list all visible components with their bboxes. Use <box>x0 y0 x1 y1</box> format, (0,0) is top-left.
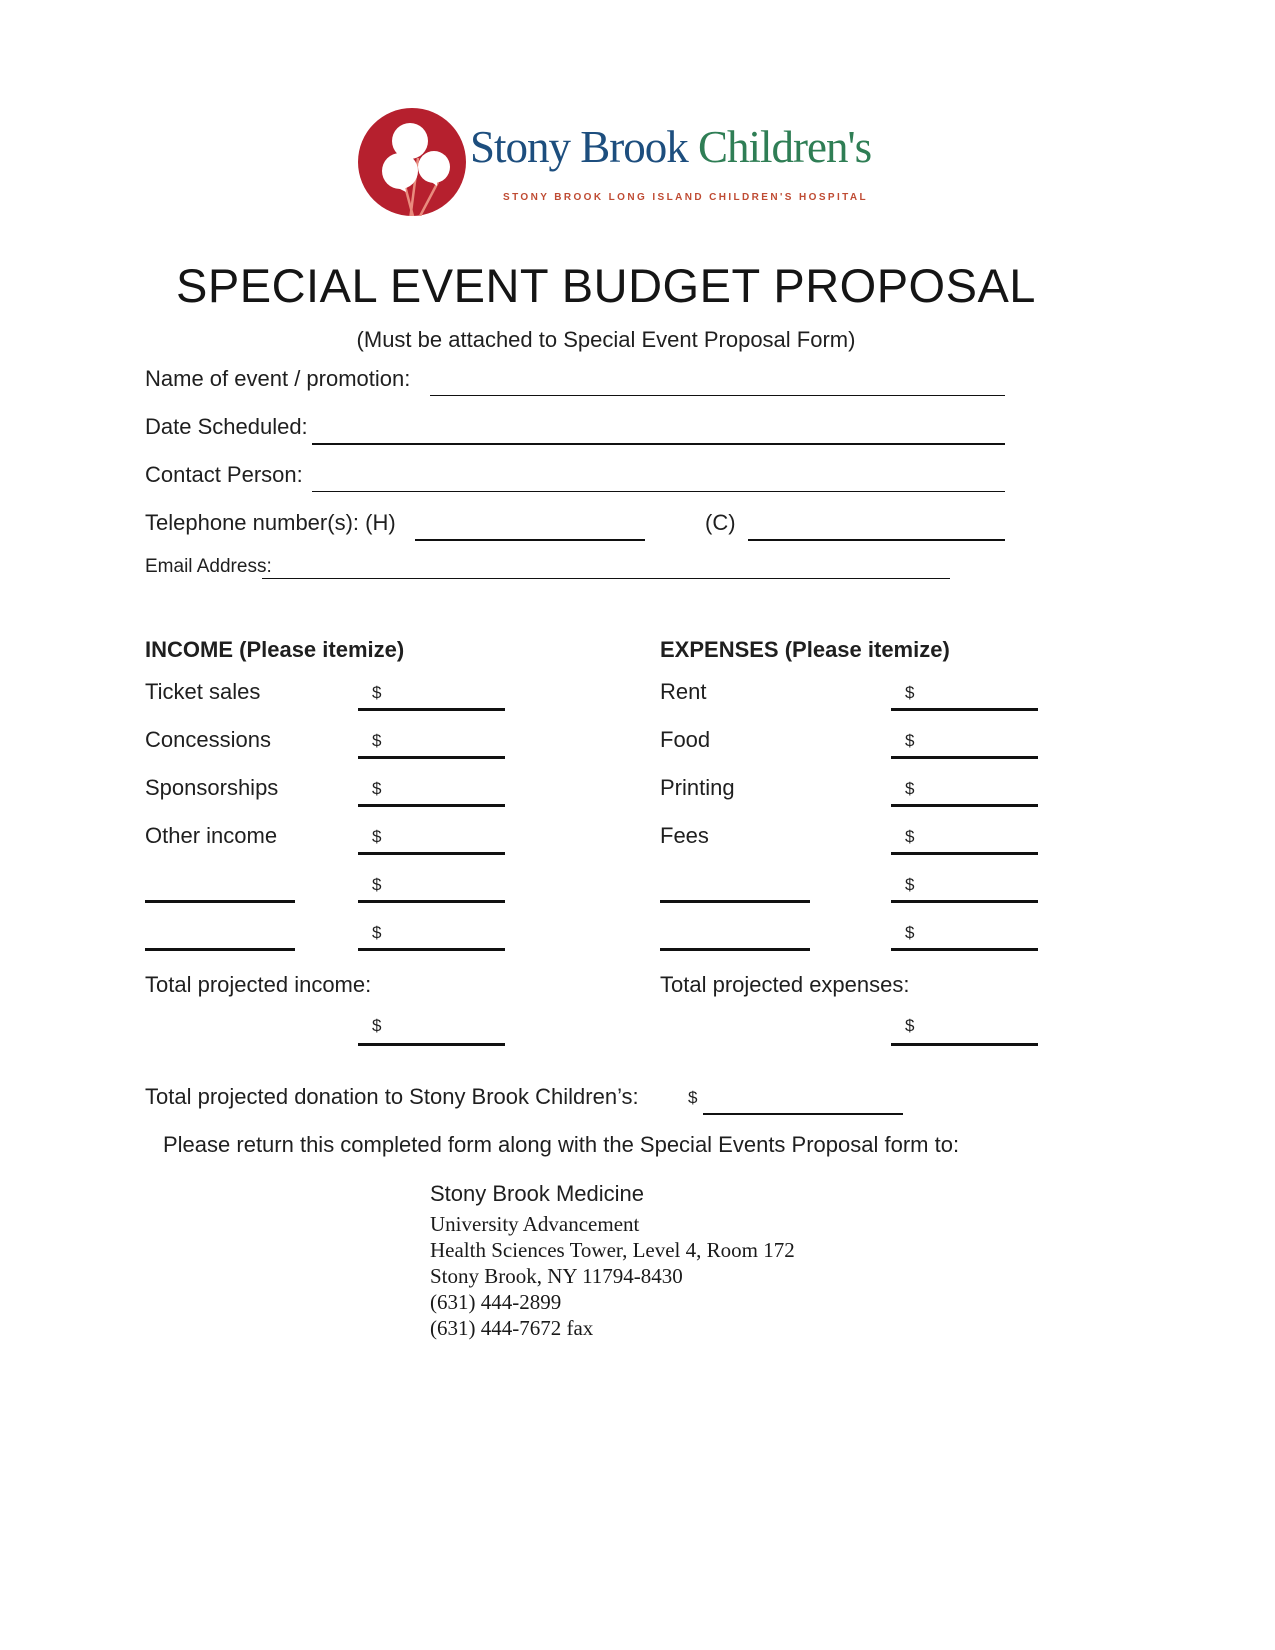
logo-wordmark <box>470 121 871 173</box>
expense-blank-item-line[interactable] <box>660 948 810 951</box>
total-income-label: Total projected income: <box>145 972 372 997</box>
dollar-sign: $ <box>372 731 382 750</box>
address-line: (631) 444-2899 <box>430 1290 562 1314</box>
income-blank-item-line[interactable] <box>145 948 295 951</box>
expense-item-label: Printing <box>660 775 735 800</box>
balloons-icon <box>358 108 466 216</box>
income-item-label: Other income <box>145 823 278 848</box>
event-name-input-line[interactable] <box>430 395 1005 396</box>
total-expenses-amount-line[interactable] <box>891 1043 1038 1046</box>
income-amount-line-concessions[interactable] <box>358 756 505 759</box>
income-blank-amount-line[interactable] <box>358 900 505 903</box>
telephone-home-label: Telephone number(s): (H) <box>145 510 396 535</box>
contact-person-label: Contact Person: <box>145 462 303 487</box>
logo <box>355 103 875 228</box>
dollar-sign: $ <box>905 779 915 798</box>
email-input-line[interactable] <box>262 578 950 579</box>
expense-blank-amount-line[interactable] <box>891 900 1038 903</box>
dollar-sign: $ <box>688 1088 698 1107</box>
income-blank-item-line[interactable] <box>145 900 295 903</box>
address-line: Health Sciences Tower, Level 4, Room 172 <box>430 1238 795 1262</box>
expense-blank-item-line[interactable] <box>660 900 810 903</box>
dollar-sign: $ <box>372 683 382 702</box>
address-line: (631) 444-7672 fax <box>430 1316 594 1340</box>
return-org-name: Stony Brook Medicine <box>430 1181 644 1206</box>
date-scheduled-label: Date Scheduled: <box>145 414 308 439</box>
logo-wordmark-stony-brook: Stony Brook <box>470 122 688 172</box>
dollar-sign: $ <box>905 923 915 942</box>
dollar-sign: $ <box>372 1016 382 1035</box>
total-income-amount-line[interactable] <box>358 1043 505 1046</box>
event-name-label: Name of event / promotion: <box>145 366 411 391</box>
income-blank-amount-line[interactable] <box>358 948 505 951</box>
telephone-cell-input-line[interactable] <box>748 539 1005 541</box>
logo-wordmark-childrens: Children's <box>698 122 872 172</box>
donation-label: Total projected donation to Stony Brook Children’s: <box>145 1084 639 1109</box>
dollar-sign: $ <box>905 827 915 846</box>
dollar-sign: $ <box>905 683 915 702</box>
income-amount-line-ticket-sales[interactable] <box>358 708 505 711</box>
expense-amount-line-rent[interactable] <box>891 708 1038 711</box>
total-expenses-label: Total projected expenses: <box>660 972 910 997</box>
telephone-home-input-line[interactable] <box>415 539 645 541</box>
income-amount-line-sponsorships[interactable] <box>358 804 505 807</box>
expense-item-label: Rent <box>660 679 707 704</box>
expense-amount-line-food[interactable] <box>891 756 1038 759</box>
logo-tagline: STONY BROOK LONG ISLAND CHILDREN'S HOSPITAL <box>503 192 869 203</box>
dollar-sign: $ <box>905 875 915 894</box>
income-section-header: INCOME (Please itemize) <box>145 637 405 662</box>
income-item-label: Concessions <box>145 727 271 752</box>
expense-amount-line-printing[interactable] <box>891 804 1038 807</box>
dollar-sign: $ <box>372 875 382 894</box>
expenses-section-header: EXPENSES (Please itemize) <box>660 637 950 662</box>
dollar-sign: $ <box>372 779 382 798</box>
date-scheduled-input-line[interactable] <box>312 443 1005 445</box>
expense-amount-line-fees[interactable] <box>891 852 1038 855</box>
page-subtitle: (Must be attached to Special Event Proposal Form) <box>356 327 856 352</box>
dollar-sign: $ <box>905 731 915 750</box>
email-label: Email Address: <box>145 556 272 577</box>
contact-person-input-line[interactable] <box>312 491 1005 492</box>
income-amount-line-other[interactable] <box>358 852 505 855</box>
dollar-sign: $ <box>372 923 382 942</box>
income-item-label: Sponsorships <box>145 775 279 800</box>
return-instructions: Please return this completed form along with the Special Events Proposal form to: <box>163 1132 960 1157</box>
donation-amount-line[interactable] <box>703 1113 903 1115</box>
address-line: University Advancement <box>430 1212 640 1236</box>
dollar-sign: $ <box>905 1016 915 1035</box>
expense-item-label: Fees <box>660 823 709 848</box>
page-title: SPECIAL EVENT BUDGET PROPOSAL <box>176 259 1036 312</box>
income-item-label: Ticket sales <box>145 679 261 704</box>
expense-item-label: Food <box>660 727 711 752</box>
telephone-cell-label: (C) <box>705 510 736 535</box>
dollar-sign: $ <box>372 827 382 846</box>
address-line: Stony Brook, NY 11794-8430 <box>430 1264 683 1288</box>
expense-blank-amount-line[interactable] <box>891 948 1038 951</box>
